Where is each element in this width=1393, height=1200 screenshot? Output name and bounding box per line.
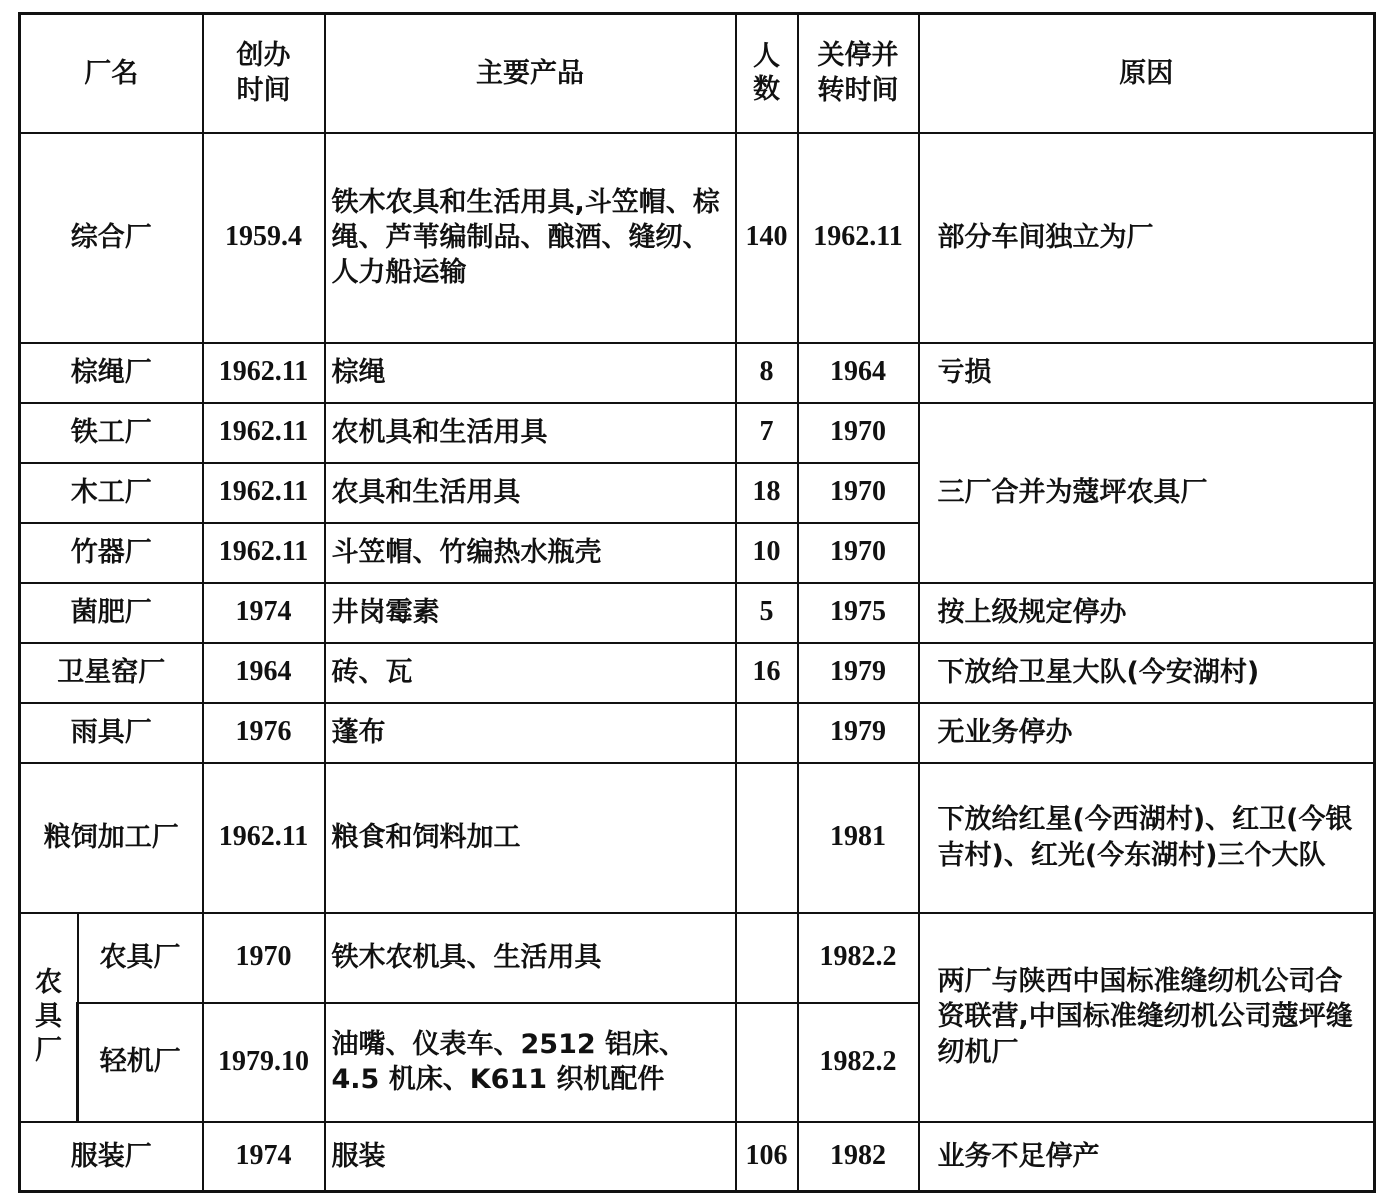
table-row [20,1122,1375,1192]
table-row [20,643,1375,703]
header-products: 主要产品 [325,14,736,133]
factory-name: 竹器厂 [20,523,203,583]
table-row [20,913,1375,1003]
people-count: 140 [736,133,798,343]
reason-cell: 亏损 [919,343,1375,403]
founded-date: 1962.11 [203,523,325,583]
group-label: 农具厂 [20,913,78,1122]
products-cell: 砖、瓦 [325,643,736,703]
closed-date: 1981 [798,763,919,913]
header-reason: 原因 [919,14,1375,133]
closed-date: 1975 [798,583,919,643]
founded-date: 1962.11 [203,463,325,523]
closed-date: 1970 [798,523,919,583]
people-count [736,703,798,763]
founded-date: 1964 [203,643,325,703]
products-cell: 粮食和饲料加工 [325,763,736,913]
factory-name: 农具厂 [78,913,203,1003]
people-count: 18 [736,463,798,523]
people-count: 10 [736,523,798,583]
table-row [20,763,1375,913]
header-people: 人数 [736,14,798,133]
products-cell: 服装 [325,1122,736,1192]
founded-date: 1959.4 [203,133,325,343]
people-count [736,1003,798,1122]
closed-date: 1970 [798,463,919,523]
table-row [20,583,1375,643]
products-cell: 蓬布 [325,703,736,763]
founded-date: 1962.11 [203,403,325,463]
header-name: 厂名 [20,14,203,133]
factory-table [18,12,1376,1193]
closed-date: 1962.11 [798,133,919,343]
table-row [20,133,1375,343]
reason-cell: 无业务停办 [919,703,1375,763]
people-count: 106 [736,1122,798,1192]
people-count: 5 [736,583,798,643]
products-cell: 油嘴、仪表车、2512 铝床、4.5 机床、K611 织机配件 [325,1003,736,1122]
closed-date: 1979 [798,643,919,703]
closed-date: 1982.2 [798,913,919,1003]
people-count: 8 [736,343,798,403]
table-row [20,703,1375,763]
factory-name: 轻机厂 [78,1003,203,1122]
header-founded: 创办时间 [203,14,325,133]
reason-cell: 下放给红星(今西湖村)、红卫(今银吉村)、红光(今东湖村)三个大队 [919,763,1375,913]
factory-name: 木工厂 [20,463,203,523]
founded-date: 1974 [203,1122,325,1192]
factory-name: 棕绳厂 [20,343,203,403]
factory-name: 综合厂 [20,133,203,343]
founded-date: 1962.11 [203,343,325,403]
closed-date: 1979 [798,703,919,763]
header-closed: 关停并转时间 [798,14,919,133]
closed-date: 1982 [798,1122,919,1192]
people-count: 16 [736,643,798,703]
products-cell: 井岗霉素 [325,583,736,643]
table-row [20,343,1375,403]
products-cell: 铁木农具和生活用具,斗笠帽、棕绳、芦苇编制品、酿酒、缝纫、人力船运输 [325,133,736,343]
factory-name: 铁工厂 [20,403,203,463]
products-cell: 铁木农机具、生活用具 [325,913,736,1003]
closed-date: 1964 [798,343,919,403]
founded-date: 1979.10 [203,1003,325,1122]
closed-date: 1982.2 [798,1003,919,1122]
products-cell: 农具和生活用具 [325,463,736,523]
people-count [736,913,798,1003]
factory-name: 服装厂 [20,1122,203,1192]
factory-name: 卫星窑厂 [20,643,203,703]
reason-cell: 两厂与陕西中国标准缝纫机公司合资联营,中国标准缝纫机公司蔻坪缝纫机厂 [919,913,1375,1122]
founded-date: 1970 [203,913,325,1003]
products-cell: 斗笠帽、竹编热水瓶壳 [325,523,736,583]
products-cell: 棕绳 [325,343,736,403]
table-row [20,403,1375,463]
factory-name: 菌肥厂 [20,583,203,643]
reason-cell: 业务不足停产 [919,1122,1375,1192]
founded-date: 1962.11 [203,763,325,913]
factory-name: 粮饲加工厂 [20,763,203,913]
factory-name: 雨具厂 [20,703,203,763]
reason-cell: 三厂合并为蔻坪农具厂 [919,403,1375,583]
founded-date: 1976 [203,703,325,763]
products-cell: 农机具和生活用具 [325,403,736,463]
closed-date: 1970 [798,403,919,463]
reason-cell: 下放给卫星大队(今安湖村) [919,643,1375,703]
people-count [736,763,798,913]
people-count: 7 [736,403,798,463]
founded-date: 1974 [203,583,325,643]
reason-cell: 按上级规定停办 [919,583,1375,643]
reason-cell: 部分车间独立为厂 [919,133,1375,343]
header-row [20,14,1375,133]
